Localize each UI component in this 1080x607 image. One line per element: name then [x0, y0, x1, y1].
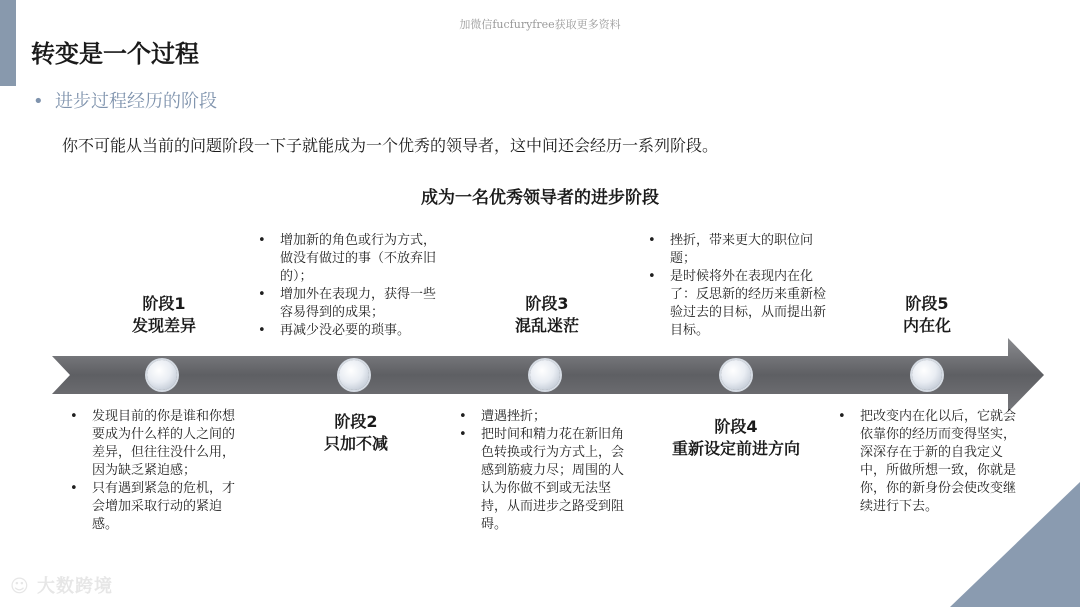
stage-3-number: 阶段3: [525, 294, 569, 313]
stage-5-number: 阶段5: [905, 294, 949, 313]
stage-1-description: [66, 408, 244, 534]
stage-1-label: [114, 293, 214, 337]
stage-1-number: 阶段1: [142, 294, 186, 313]
timeline-node-1: [147, 360, 177, 390]
list-item: • 增加新的角色或行为方式，做没有做过的事（不放弃旧的）；: [254, 232, 444, 286]
stage-5-name: 内在化: [902, 316, 951, 335]
list-item: • 把时间和精力花在新旧角色转换或行为方式上，会感到筋疲力尽；周围的人认为你做不到或无法坚持，从而进步之路受到阻碍。: [455, 426, 633, 534]
logo-icon: ☺: [10, 576, 38, 597]
corner-decoration: [950, 482, 1080, 607]
top-watermark: 加微信fucfuryfree获取更多资料: [459, 18, 621, 31]
stage-4-description: [644, 232, 834, 340]
stage-4-name: 重新设定前进方向: [671, 439, 800, 458]
stage-5-label: [877, 293, 977, 337]
stage-3-label: [497, 293, 597, 337]
stage-1-name: 发现差异: [131, 316, 196, 335]
stage-4-number: 阶段4: [714, 417, 758, 436]
list-item: • 只有遇到紧急的危机，才会增加采取行动的紧迫感。: [66, 480, 244, 534]
stage-2-label: [306, 411, 406, 455]
bullet-dot-icon: •: [33, 91, 44, 112]
intro-text: 你不可能从当前的问题阶段一下子就能成为一个优秀的领导者，这中间还会经历一系列阶段。: [62, 136, 719, 155]
list-item: • 是时候将外在表现内在化了：反思新的经历来重新检验过去的目标，从而提出新目标。: [644, 268, 834, 340]
logo-text: 大数跨境: [37, 576, 114, 597]
diagram-title: 成为一名优秀领导者的进步阶段: [421, 188, 659, 208]
list-item: • 把改变内在化以后，它就会依靠你的经历而变得坚实，深深存在于新的自我定义中，所做所想一致，你就是你，你的新身份会使改变继续进行下去。: [834, 408, 1018, 516]
timeline-node-4: [721, 360, 751, 390]
timeline-node-5: [912, 360, 942, 390]
stage-3-name: 混乱迷茫: [514, 316, 579, 335]
watermark-logo: [10, 572, 113, 598]
stage-2-name: 只加不减: [323, 434, 388, 453]
stage-2-description: [254, 232, 444, 340]
list-item: • 遭遇挫折；: [455, 408, 633, 426]
list-item: • 发现目前的你是谁和你想要成为什么样的人之间的差异，但往往没什么用，因为缺乏紧迫感；: [66, 408, 244, 480]
subtitle-text: 进步过程经历的阶段: [55, 91, 217, 112]
list-item: • 增加外在表现力，获得一些容易得到的成果；: [254, 286, 444, 322]
list-item: • 再减少没必要的琐事。: [254, 322, 444, 340]
timeline-node-3: [530, 360, 560, 390]
stage-2-number: 阶段2: [334, 412, 378, 431]
timeline-node-2: [339, 360, 369, 390]
list-item: • 挫折，带来更大的职位问题；: [644, 232, 834, 268]
stage-3-description: [455, 408, 633, 534]
stage-4-label: [651, 416, 821, 460]
slide-title: 转变是一个过程: [31, 40, 199, 68]
